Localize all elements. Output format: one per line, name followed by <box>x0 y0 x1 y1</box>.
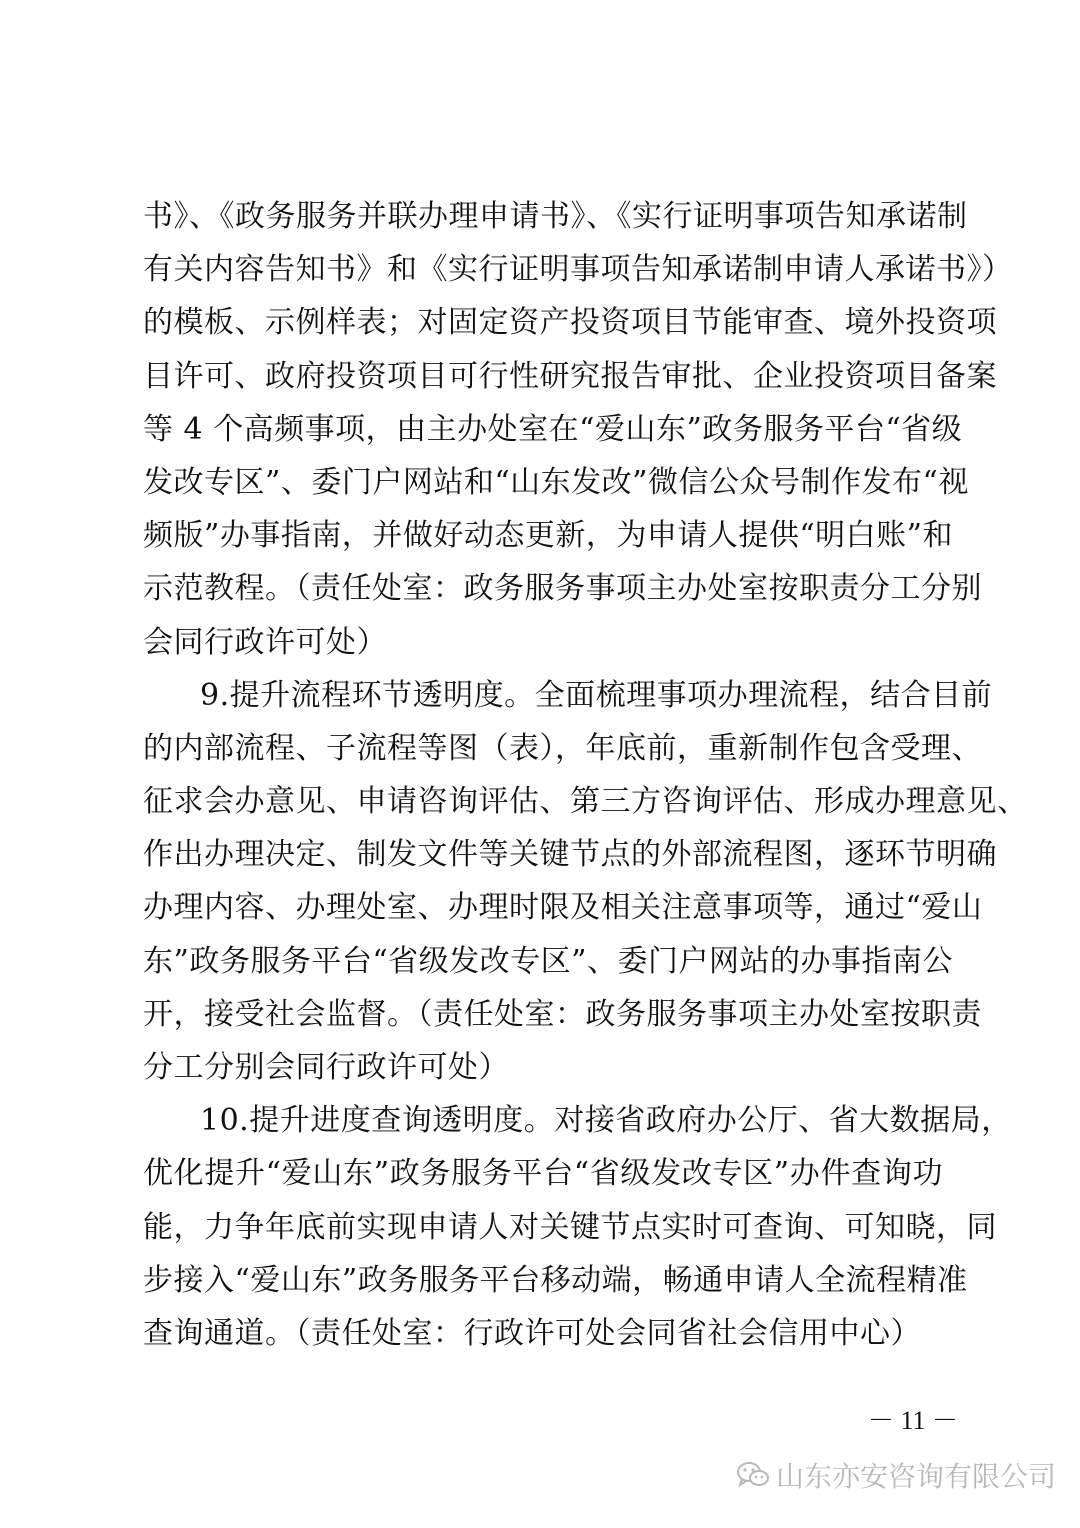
paragraph-9-line-8: 分工分别会同行政许可处） <box>143 1050 509 1085</box>
paragraph-9-line-3: 征求会办意见、申请咨询评估、第三方咨询评估、形成办理意见、 <box>143 784 1028 820</box>
paragraph-a-line-7: 频版”办事指南，并做好动态更新，为申请人提供“明白账”和 <box>143 518 954 554</box>
watermark <box>736 1455 1056 1495</box>
paragraph-9-line-1: 9.提升流程环节透明度。全面梳理事项办理流程，结合目前 <box>200 677 993 713</box>
paragraph-a-line-2: 有关内容告知书》和《实行证明事项告知承诺制申请人承诺书》） <box>143 252 1013 288</box>
paragraph-a-line-5: 等 4 个高频事项，由主办处室在“爱山东”政务服务平台“省级 <box>143 411 963 447</box>
wechat-icon <box>736 1460 770 1490</box>
paragraph-10-line-5: 查询通道。（责任处室：行政许可处会同省社会信用中心） <box>143 1315 921 1351</box>
page-number: － 11 － <box>868 1406 959 1435</box>
paragraph-a-line-3: 的模板、示例样表；对固定资产投资项目节能审查、境外投资项 <box>143 305 997 341</box>
body-text <box>143 190 1028 1360</box>
paragraph-a-line-1: 书》、《政务服务并联办理申请书》、《实行证明事项告知承诺制 <box>143 199 968 234</box>
paragraph-a-line-8: 示范教程。（责任处室：政务服务事项主办处室按职责分工分别 <box>143 571 982 607</box>
paragraph-10-line-3: 能，力争年底前实现申请人对关键节点实时可查询、可知晓，同 <box>143 1209 997 1245</box>
paragraph-a-line-6: 发改专区”、委门户网站和“山东发改”微信公众号制作发布“视 <box>143 464 969 500</box>
paragraph-9-line-6: 东”政务服务平台“省级发改专区”、委门户网站的办事指南公 <box>143 943 954 979</box>
paragraph-9-line-7: 开，接受社会监督。（责任处室：政务服务事项主办处室按职责 <box>143 996 982 1032</box>
paragraph-9-line-4: 作出办理决定、制发文件等关键节点的外部流程图，逐环节明确 <box>143 837 997 873</box>
watermark-text: 山东亦安咨询有限公司 <box>776 1460 1057 1493</box>
paragraph-9-line-2: 的内部流程、子流程等图（表），年底前，重新制作包含受理、 <box>143 730 982 766</box>
paragraph-9-line-5: 办理内容、办理处室、办理时限及相关注意事项等，通过“爱山 <box>143 890 983 926</box>
paragraph-a-line-9: 会同行政许可处） <box>143 624 387 660</box>
paragraph-a-line-4: 目许可、政府投资项目可行性研究报告审批、企业投资项目备案 <box>143 358 997 394</box>
paragraph-10-line-4: 步接入“爱山东”政务服务平台移动端，畅通申请人全流程精准 <box>143 1262 968 1298</box>
paragraph-10-line-1: 10.提升进度查询透明度。对接省政府办公厅、省大数据局， <box>200 1103 1012 1139</box>
paragraph-10-line-2: 优化提升“爱山东”政务服务平台“省级发改专区”办件查询功 <box>143 1156 943 1192</box>
